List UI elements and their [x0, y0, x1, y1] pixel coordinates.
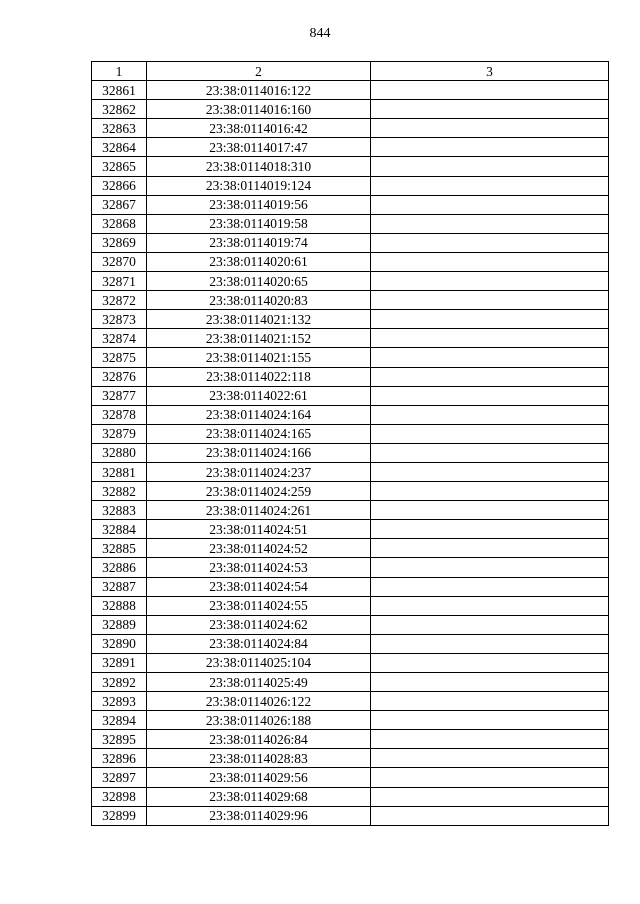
note-cell — [371, 291, 609, 310]
note-cell — [371, 100, 609, 119]
row-number-cell: 32886 — [92, 558, 147, 577]
cadastral-number-cell: 23:38:0114019:58 — [147, 214, 371, 233]
row-number-cell: 32892 — [92, 673, 147, 692]
row-number-cell: 32866 — [92, 176, 147, 195]
row-number-cell: 32872 — [92, 291, 147, 310]
table-row — [92, 558, 609, 577]
note-cell — [371, 310, 609, 329]
row-number-cell: 32864 — [92, 138, 147, 157]
note-cell — [371, 138, 609, 157]
note-cell — [371, 806, 609, 825]
row-number-cell: 32897 — [92, 768, 147, 787]
cadastral-number-cell: 23:38:0114021:152 — [147, 329, 371, 348]
cadastral-number-cell: 23:38:0114019:124 — [147, 176, 371, 195]
row-number-cell: 32874 — [92, 329, 147, 348]
row-number-cell: 32878 — [92, 405, 147, 424]
cadastral-number-cell: 23:38:0114019:74 — [147, 233, 371, 252]
row-number-cell: 32896 — [92, 749, 147, 768]
note-cell — [371, 424, 609, 443]
table-row — [92, 329, 609, 348]
note-cell — [371, 711, 609, 730]
table-row — [92, 367, 609, 386]
row-number-cell: 32891 — [92, 653, 147, 672]
row-number-cell: 32861 — [92, 81, 147, 100]
row-number-cell: 32894 — [92, 711, 147, 730]
note-cell — [371, 539, 609, 558]
note-cell — [371, 233, 609, 252]
cadastral-number-cell: 23:38:0114024:259 — [147, 482, 371, 501]
cadastral-number-cell: 23:38:0114021:155 — [147, 348, 371, 367]
row-number-cell: 32871 — [92, 272, 147, 291]
row-number-cell: 32870 — [92, 252, 147, 271]
row-number-cell: 32881 — [92, 462, 147, 481]
cadastral-number-cell: 23:38:0114025:49 — [147, 673, 371, 692]
note-cell — [371, 749, 609, 768]
table-row — [92, 482, 609, 501]
row-number-cell: 32879 — [92, 424, 147, 443]
column-header-3: 3 — [371, 62, 609, 81]
table-row — [92, 386, 609, 405]
table-row — [92, 100, 609, 119]
row-number-cell: 32895 — [92, 730, 147, 749]
row-number-cell: 32877 — [92, 386, 147, 405]
note-cell — [371, 558, 609, 577]
table-row — [92, 768, 609, 787]
note-cell — [371, 405, 609, 424]
note-cell — [371, 157, 609, 176]
cadastral-number-cell: 23:38:0114016:160 — [147, 100, 371, 119]
row-number-cell: 32868 — [92, 214, 147, 233]
table-row — [92, 462, 609, 481]
cadastral-number-cell: 23:38:0114024:53 — [147, 558, 371, 577]
table-row — [92, 252, 609, 271]
row-number-cell: 32863 — [92, 119, 147, 138]
note-cell — [371, 634, 609, 653]
table-body — [92, 81, 609, 826]
table-row — [92, 348, 609, 367]
note-cell — [371, 482, 609, 501]
note-cell — [371, 692, 609, 711]
cadastral-number-cell: 23:38:0114025:104 — [147, 653, 371, 672]
table-row — [92, 673, 609, 692]
note-cell — [371, 214, 609, 233]
row-number-cell: 32899 — [92, 806, 147, 825]
row-number-cell: 32882 — [92, 482, 147, 501]
cadastral-number-cell: 23:38:0114018:310 — [147, 157, 371, 176]
note-cell — [371, 501, 609, 520]
row-number-cell: 32889 — [92, 615, 147, 634]
table-row — [92, 272, 609, 291]
table-row — [92, 634, 609, 653]
note-cell — [371, 615, 609, 634]
note-cell — [371, 462, 609, 481]
table-row — [92, 81, 609, 100]
table-row — [92, 291, 609, 310]
note-cell — [371, 386, 609, 405]
row-number-cell: 32867 — [92, 195, 147, 214]
cadastral-number-cell: 23:38:0114020:61 — [147, 252, 371, 271]
table-row — [92, 730, 609, 749]
note-cell — [371, 81, 609, 100]
row-number-cell: 32883 — [92, 501, 147, 520]
note-cell — [371, 596, 609, 615]
table-header-row — [92, 62, 609, 81]
row-number-cell: 32887 — [92, 577, 147, 596]
table-row — [92, 692, 609, 711]
table-row — [92, 424, 609, 443]
page-number: 844 — [309, 26, 331, 41]
cadastral-number-cell: 23:38:0114024:55 — [147, 596, 371, 615]
cadastral-number-cell: 23:38:0114024:62 — [147, 615, 371, 634]
table-row — [92, 806, 609, 825]
cadastral-number-cell: 23:38:0114029:56 — [147, 768, 371, 787]
note-cell — [371, 367, 609, 386]
table-row — [92, 233, 609, 252]
note-cell — [371, 329, 609, 348]
table-row — [92, 195, 609, 214]
table-row — [92, 119, 609, 138]
cadastral-number-cell: 23:38:0114024:164 — [147, 405, 371, 424]
table-row — [92, 310, 609, 329]
cadastral-number-cell: 23:38:0114024:166 — [147, 443, 371, 462]
cadastral-number-cell: 23:38:0114024:261 — [147, 501, 371, 520]
note-cell — [371, 673, 609, 692]
cadastral-number-cell: 23:38:0114024:54 — [147, 577, 371, 596]
row-number-cell: 32862 — [92, 100, 147, 119]
table-row — [92, 653, 609, 672]
note-cell — [371, 787, 609, 806]
table-row — [92, 749, 609, 768]
note-cell — [371, 176, 609, 195]
table-row — [92, 405, 609, 424]
column-header-2: 2 — [147, 62, 371, 81]
cadastral-number-cell: 23:38:0114024:51 — [147, 520, 371, 539]
row-number-cell: 32888 — [92, 596, 147, 615]
cadastral-number-cell: 23:38:0114024:84 — [147, 634, 371, 653]
note-cell — [371, 348, 609, 367]
cadastral-number-cell: 23:38:0114024:52 — [147, 539, 371, 558]
note-cell — [371, 653, 609, 672]
row-number-cell: 32885 — [92, 539, 147, 558]
table-row — [92, 138, 609, 157]
registry-table — [91, 61, 609, 826]
table-row — [92, 214, 609, 233]
row-number-cell: 32875 — [92, 348, 147, 367]
row-number-cell: 32898 — [92, 787, 147, 806]
note-cell — [371, 577, 609, 596]
cadastral-number-cell: 23:38:0114016:42 — [147, 119, 371, 138]
row-number-cell: 32880 — [92, 443, 147, 462]
cadastral-number-cell: 23:38:0114020:65 — [147, 272, 371, 291]
note-cell — [371, 272, 609, 291]
table-row — [92, 711, 609, 730]
row-number-cell: 32865 — [92, 157, 147, 176]
note-cell — [371, 768, 609, 787]
note-cell — [371, 195, 609, 214]
note-cell — [371, 520, 609, 539]
row-number-cell: 32869 — [92, 233, 147, 252]
column-header-1: 1 — [92, 62, 147, 81]
table-row — [92, 787, 609, 806]
row-number-cell: 32873 — [92, 310, 147, 329]
cadastral-number-cell: 23:38:0114021:132 — [147, 310, 371, 329]
note-cell — [371, 443, 609, 462]
row-number-cell: 32876 — [92, 367, 147, 386]
row-number-cell: 32893 — [92, 692, 147, 711]
cadastral-number-cell: 23:38:0114024:237 — [147, 462, 371, 481]
cadastral-number-cell: 23:38:0114019:56 — [147, 195, 371, 214]
cadastral-number-cell: 23:38:0114026:84 — [147, 730, 371, 749]
table-row — [92, 443, 609, 462]
note-cell — [371, 730, 609, 749]
table-row — [92, 539, 609, 558]
cadastral-number-cell: 23:38:0114028:83 — [147, 749, 371, 768]
table-row — [92, 176, 609, 195]
cadastral-number-cell: 23:38:0114024:165 — [147, 424, 371, 443]
cadastral-number-cell: 23:38:0114022:61 — [147, 386, 371, 405]
table-row — [92, 615, 609, 634]
row-number-cell: 32890 — [92, 634, 147, 653]
cadastral-number-cell: 23:38:0114029:96 — [147, 806, 371, 825]
note-cell — [371, 252, 609, 271]
note-cell — [371, 119, 609, 138]
cadastral-number-cell: 23:38:0114022:118 — [147, 367, 371, 386]
table-row — [92, 501, 609, 520]
cadastral-number-cell: 23:38:0114020:83 — [147, 291, 371, 310]
table-row — [92, 157, 609, 176]
cadastral-number-cell: 23:38:0114016:122 — [147, 81, 371, 100]
table-row — [92, 596, 609, 615]
cadastral-number-cell: 23:38:0114026:188 — [147, 711, 371, 730]
cadastral-number-cell: 23:38:0114026:122 — [147, 692, 371, 711]
table-row — [92, 520, 609, 539]
table-row — [92, 577, 609, 596]
row-number-cell: 32884 — [92, 520, 147, 539]
cadastral-number-cell: 23:38:0114017:47 — [147, 138, 371, 157]
cadastral-number-cell: 23:38:0114029:68 — [147, 787, 371, 806]
